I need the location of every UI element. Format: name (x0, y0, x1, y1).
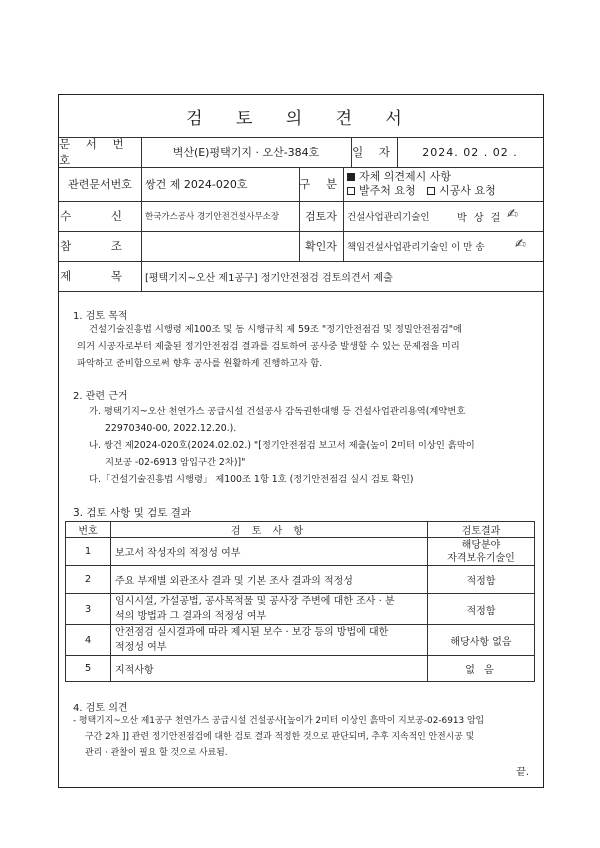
recipient-row (59, 201, 543, 232)
table-row: 4 안전점검 실시결과에 따라 제시된 보수 · 보강 등의 방법에 대한 적정성 여부 해당사항 없음 (66, 625, 535, 656)
date-value: 2024. 02 . 02 . (422, 145, 518, 159)
review-table (65, 521, 535, 682)
confirmer-label: 확인자 (305, 240, 337, 253)
doc-number-row (59, 137, 543, 168)
table-row: 2 주요 부재별 외관조사 결과 및 기본 조사 결과의 적정성 적정함 (66, 566, 535, 594)
reviewer-title: 건설사업관리기술인 (347, 212, 430, 223)
cc-row (59, 231, 543, 262)
confirmer-signature: ✍ (515, 237, 526, 252)
reviewer-name: 박 상 걸 (457, 212, 503, 224)
section-3-title: 3. 검토 사항 및 검토 결과 (73, 507, 191, 519)
end-mark: 끝. (516, 767, 529, 778)
subject-value: [평택기지~오산 제1공구] 정기안전점검 검토의견서 제출 (145, 272, 393, 284)
section-4-title: 4. 검토 의견 (73, 703, 128, 714)
table-row: 5 지적사항 없 음 (66, 656, 535, 682)
table-header-row (66, 522, 535, 538)
recipient-value: 한국가스공사 경기안전건설사무소장 (145, 212, 280, 222)
category-options (347, 170, 496, 198)
related-doc-row (59, 167, 543, 202)
col-item-header: 검 토 사 항 (111, 522, 428, 538)
section-1-body: 건설기술진흥법 시행령 제100조 및 동 시행규칙 제 59조 "정기안전점검 및 정밀안전점검"에 의거 시공자로부터 제출된 정기안전점검 결과를 검토하여 공사중 발생할 수 있는 문제점을 미리 파악하고 준비함으로써 향후 공사를 원활하게 진행하고자 함. (77, 324, 463, 369)
category-option-contractor[interactable]: 시공사 요청 (427, 184, 496, 197)
recipient-label: 수 신 (60, 209, 140, 223)
checkbox-icon (347, 187, 355, 195)
section-2-body: 가. 평택기지~오산 천연가스 공급시설 건설공사 감독권한대행 등 건설사업관리용역(계약번호 22970340-00, 2022.12.20.). 나. 쌍건 제2024-020호(2024.02.02.) "[정기안전점검 보고서 제출(높이 2미터 이상인 흙막이 지보공 -02-6913 암입구간 2차)]" 다.「건설기술진흥법 시행령」 제100조 1항 1호 (정기안전점검 실시 검토 확인) (89, 406, 475, 485)
category-option-client[interactable]: 발주처 요청 (347, 184, 416, 197)
section-2-title: 2. 관련 근거 (73, 391, 128, 402)
col-no-header: 번호 (66, 522, 111, 538)
document-title: 검 토 의 견 서 (59, 95, 543, 138)
section-4-body: - 평택기지~오산 제1공구 천연가스 공급시설 건설공사[높이가 2미터 이상인 흙막이 지보공-02-6913 암입 구간 2차 ]] 관련 정기안전점검에 대한 검토 결과 적정한 것으로 판단되며, 추후 지속적인 안전시공 및 관리 · 관찰이 필요 할 것으로 사료됨. (73, 716, 485, 758)
review-table-wrap (59, 521, 545, 677)
checkbox-icon (427, 187, 435, 195)
reviewer-signature: ✍ (507, 207, 518, 222)
subject-label: 제 목 (60, 269, 140, 283)
checked-box-icon (347, 173, 355, 181)
reviewer-label: 검토자 (305, 210, 337, 223)
table-row: 3 임시시설, 가설공법, 공사목적물 및 공사장 주변에 대한 조사 · 분 석의 방법과 그 결과의 적정성 여부 적정함 (66, 594, 535, 625)
table-row: 1 보고서 작성자의 적정성 여부 해당분야 자격보유기술인 (66, 538, 535, 566)
cc-label: 참 조 (60, 239, 140, 253)
section-1-title: 1. 검토 목적 (73, 311, 128, 322)
related-doc-label: 관련문서번호 (68, 178, 132, 191)
subject-row (59, 261, 543, 292)
related-doc-value: 쌍건 제 2024-020호 (145, 178, 248, 191)
col-result-header: 검토결과 (428, 522, 535, 538)
category-option-self[interactable]: 자체 의견제시 사항 (347, 170, 496, 184)
category-label: 구 분 (299, 177, 343, 191)
doc-number-label: 문 서 번 호 (59, 137, 130, 167)
review-opinion-document (58, 94, 544, 788)
date-label: 일 자 (352, 145, 396, 159)
confirmer-value: 책임건설사업관리기술인 이 만 송 (347, 242, 485, 253)
doc-number-value: 벽산(E)평택기지 · 오산-384호 (172, 146, 320, 159)
